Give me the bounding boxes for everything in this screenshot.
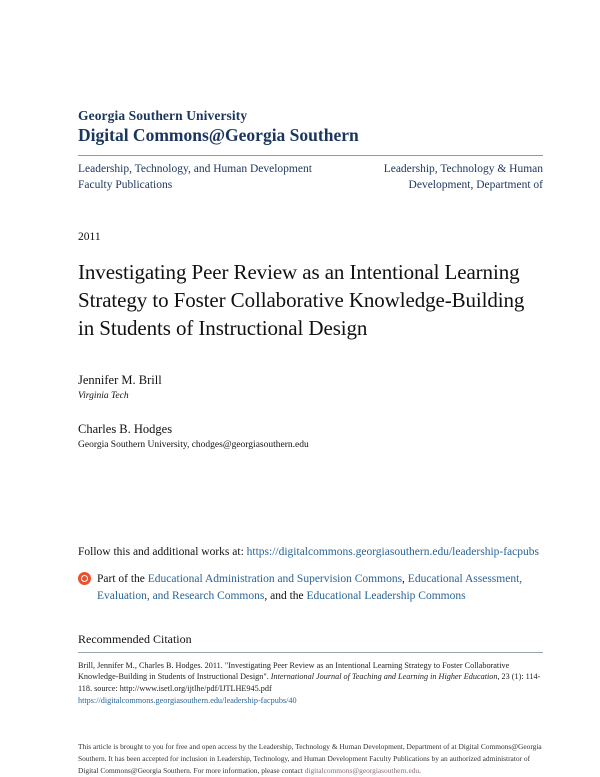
open-access-icon (78, 572, 91, 585)
author-list (78, 372, 543, 452)
collection-left[interactable]: Leadership, Technology, and Human Development Faculty Publications (78, 163, 312, 191)
follow-link[interactable]: https://digitalcommons.georgiasouthern.edu/leadership-facpubs (246, 545, 539, 558)
citation-divider (78, 652, 543, 653)
masthead-divider (78, 155, 543, 156)
author-name: Charles B. Hodges (78, 422, 173, 437)
collection-row (78, 162, 543, 193)
masthead-university: Georgia Southern University (78, 108, 248, 123)
citation-url[interactable]: https://digitalcommons.georgiasouthern.edu/leadership-facpubs/40 (78, 696, 297, 706)
citation-text-2: , 23 (1): 114-118. source: http://www.isetl.org/ijtlhe/pdf/IJTLHE945.pdf (78, 672, 541, 694)
author-name: Jennifer M. Brill (78, 373, 162, 388)
author-affiliation: Georgia Southern University, chodges@georgiasouthern.edu (78, 439, 309, 450)
recommended-citation (78, 632, 543, 708)
author-affiliation: Virginia Tech (78, 390, 129, 401)
author-entry (78, 421, 543, 452)
author-entry (78, 372, 543, 403)
footer-note (78, 741, 543, 777)
masthead (78, 108, 543, 147)
citation-body (78, 660, 543, 708)
document-content (78, 108, 543, 777)
part-of-sep-2: , and the (264, 590, 307, 603)
footer-text-1: This article is brought to you for free and open access by the Leadership, Technology & Human Development, Department of at Digital Commons@Georgia Southern. It has been accepted for inclusion in Leadership, Technology, and Human Development Faculty Publications by an authorized administrator of Digital Commons@Georgia Southern. For more information, please contact (78, 742, 542, 775)
part-of-prefix: Part of the (97, 573, 148, 586)
subject-link-2[interactable]: Educational Assessment, Evaluation, and Research Commons (97, 573, 523, 603)
follow-works-line (78, 544, 543, 561)
page-title: Investigating Peer Review as an Intentional Learning Strategy to Foster Collaborative Knowledge-Building in Students of Instructional Design (78, 260, 525, 340)
part-of-sep-1: , (402, 573, 408, 586)
masthead-repository: Digital Commons@Georgia Southern (78, 125, 359, 146)
citation-text-1: Brill, Jennifer M., Charles B. Hodges. 2011. "Investigating Peer Review as an Intentional Learning Strategy to Foster Collaborative Knowledge-Building in Students of Instructional Design". (78, 660, 510, 682)
footer-text-2: . (419, 765, 421, 775)
subject-link-3[interactable]: Educational Leadership Commons (306, 590, 466, 603)
publication-year: 2011 (78, 231, 101, 244)
citation-heading: Recommended Citation (78, 631, 192, 646)
follow-prefix: Follow this and additional works at: (78, 545, 247, 558)
collection-right[interactable]: Leadership, Technology & Human Development, Department of (383, 163, 543, 191)
part-of-line (78, 571, 543, 606)
footer-email-link[interactable]: digitalcommons@georgiasouthern.edu (304, 765, 420, 775)
subject-link-1[interactable]: Educational Administration and Supervision Commons (147, 573, 403, 586)
citation-journal: International Journal of Teaching and Learning in Higher Education (270, 672, 498, 682)
